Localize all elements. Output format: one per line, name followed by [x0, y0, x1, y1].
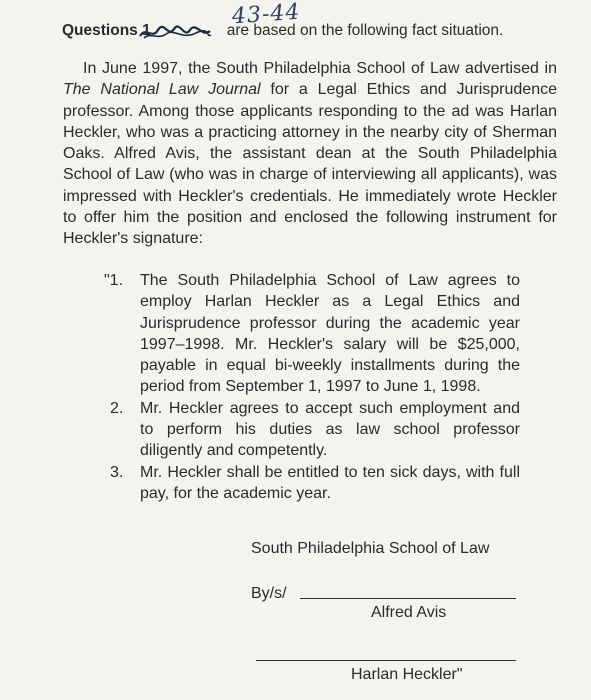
signature-line — [300, 598, 516, 599]
term-text: Mr. Heckler agrees to accept such employment and to perform his duties as law school professor diligently and competently. — [140, 399, 520, 460]
signature-by-label: By/s/ — [251, 585, 287, 602]
fact-text-part1: In June 1997, the South Philadelphia School of Law advertised in — [83, 60, 557, 77]
ink-scribble — [138, 24, 213, 42]
term-number: "1. — [104, 272, 124, 289]
handwritten-note: 43-44 — [231, 0, 302, 30]
fact-text-part2: for a Legal Ethics and Jurisprudence professor. Among those applicants responding to the ad was Harlan Heckler, who was a practicing attorney in the nearby city of Sherman Oaks. Alfred Avis, the assistant dean at the South Philadelphia School of Law (who was in charge of interviewing all applicants), was impressed with Heckler's credentials. He immediately wrote Heckler to offer him the position and enclosed the following instrument for Heckler's signature: — [63, 81, 558, 248]
header-rest: are based on the following fact situation. — [226, 22, 504, 39]
fact-situation-paragraph — [63, 58, 557, 250]
term-number: 2. — [110, 399, 124, 417]
instrument-term — [110, 398, 520, 462]
instrument-term — [104, 270, 520, 398]
publication-name: The National Law Journal — [63, 81, 261, 99]
signer-name-avis: Alfred Avis — [371, 604, 447, 621]
signature-school: South Philadelphia School of Law — [251, 540, 490, 557]
term-text: The South Philadelphia School of Law agrees to employ Harlan Heckler as a Legal Ethics and Jurisprudence professor during the academic year 1997–1998. Mr. Heckler's salary will be $25,000, payable in equal bi-weekly installments during the period from September 1, 1997 to June 1, 1998. — [140, 272, 520, 396]
term-number: 3. — [110, 463, 124, 481]
signer-name-heckler: Harlan Heckler" — [351, 666, 463, 683]
signature-line — [256, 660, 516, 661]
instrument-terms-list — [104, 270, 520, 504]
instrument-term — [110, 462, 520, 505]
term-text: Mr. Heckler shall be entitled to ten sick days, with full pay, for the academic year. — [140, 463, 520, 502]
questions-label: Questions 1 — [62, 22, 151, 39]
